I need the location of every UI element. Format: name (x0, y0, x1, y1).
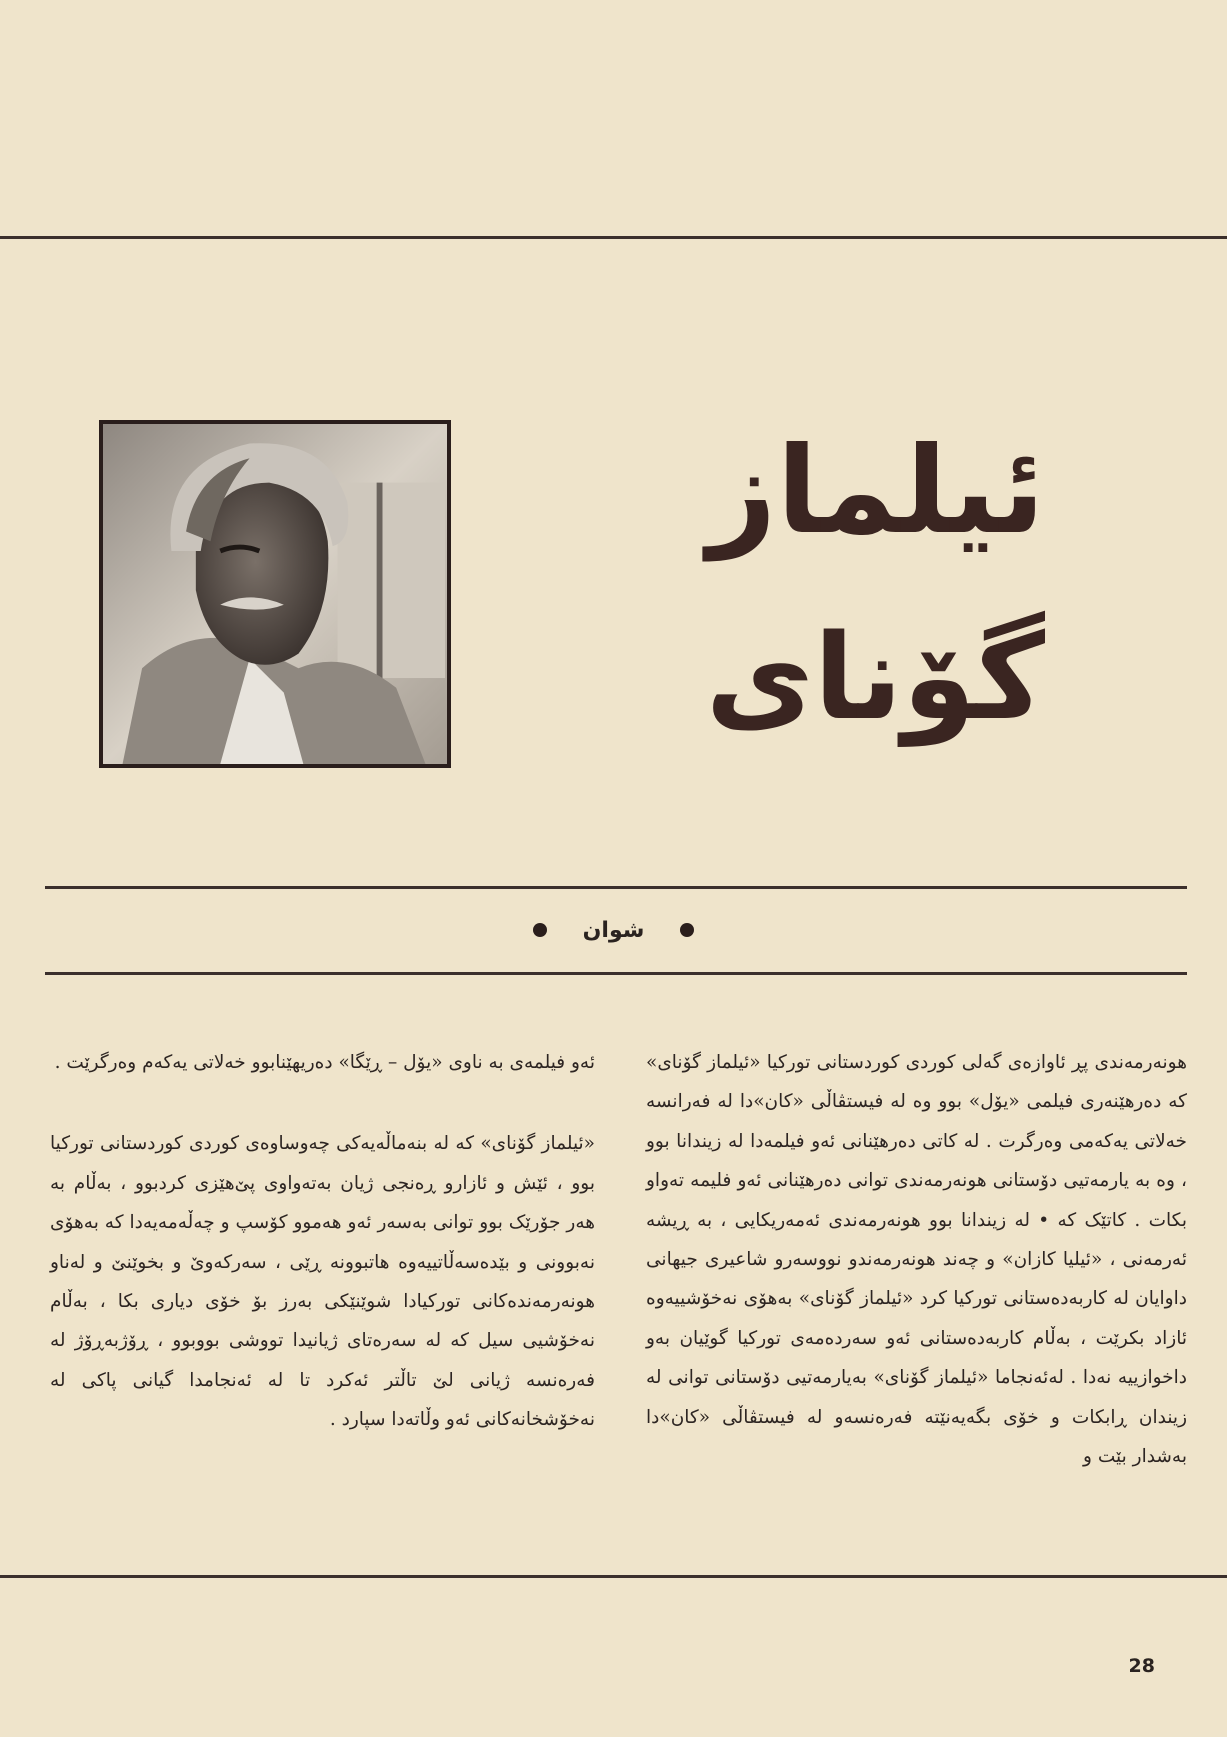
bottom-divider (0, 1575, 1227, 1578)
top-divider (0, 236, 1227, 239)
portrait-photo (99, 420, 451, 768)
bullet-icon (680, 923, 694, 937)
byline-divider-bottom (45, 972, 1187, 975)
byline-divider-top (45, 886, 1187, 889)
paragraph: هونەرمەندی پڕ ئاوازەی گەلی کوردی کوردستانی تورکیا «ئیلماز گۆنای» کە دەرهێنەری فیلمی «یۆل» بوو وە لە فیستڤاڵی «کان»دا لە فەرانسە خەلاتی یەکەمی وەرگرت . لە کاتی دەرهێنانی ئەو فیلمەدا لە زیندانا بوو ، وە بە یارمەتیی دۆستانی هونەرمەندی توانی دەرهێنانی ئەو فلیمە تەواو بکات . کاتێک کە • لە زیندانا بوو هونەرمەندی ئەمەریکایی ، بە ڕیشە ئەرمەنی ، «ئیلیا کازان» و چەند هونەرمەندو نووسەرو شاعیری جیهانی داوایان لە کاربەدەستانی تورکیا کرد «ئیلماز گۆنای» بەهۆی نەخۆشییەوە ئازاد بکرێت ، بەڵام کاربەدەستانی ئەو سەردەمەی تورکیا گوێیان بەو داخوازییە نەدا . لەئەنجاما «ئیلماز گۆنای» بەیارمەتیی دۆستانی توانی لە زیندان ڕابکات و خۆی بگەیەنێتە فەرەنسەو لە فیستڤاڵی «کان»دا بەشدار بێت و (646, 1052, 1187, 1468)
byline (0, 912, 1227, 948)
title-first-name: ئیلماز (707, 422, 1045, 561)
article-column-right (646, 1043, 1187, 1476)
portrait-image (103, 424, 447, 764)
paragraph: «ئیلماز گۆنای» کە لە بنەماڵەیەکی چەوساوەی کوردی کوردستانی تورکیا بوو ، ئێش و ئازارو ڕەنجی ژیان بەتەواوی پێ‌هێزی کردبوو ، بەڵام بە هەر جۆرێک بوو توانی بەسەر ئەو هەموو کۆسپ و چەڵەمەیەدا کە بەهۆی نەبوونی و بێدەسەڵاتییەوە هاتبوونە ڕێی ، سەرکەوێ و بخوێنێ و لەناو هونەرمەندەکانی تورکیادا شوێنێکی بەرز بۆ خۆی دیاری بکا ، بەڵام نەخۆشیی سیل کە لە سەرەتای ژیانیدا تووشی بووبوو ، ڕۆژبەڕۆژ لە فەرەنسە ژیانی لێ تاڵتر ئەکرد تا لە ئەنجامدا گیانی پاکی لە نەخۆشخانەکانی ئەو وڵاتەدا سپارد . (50, 1133, 595, 1431)
title-last-name: گۆنای (705, 608, 1045, 746)
author-name: شوان (582, 917, 645, 943)
page-number: 28 (1128, 1655, 1155, 1677)
article-column-left (50, 1043, 595, 1440)
bullet-icon (533, 923, 547, 937)
paragraph: ئەو فیلمەی بە ناوی «یۆل – ڕێگا» دەریهێنابوو خەلاتی یەکەم وەرگرێت . (54, 1052, 595, 1073)
